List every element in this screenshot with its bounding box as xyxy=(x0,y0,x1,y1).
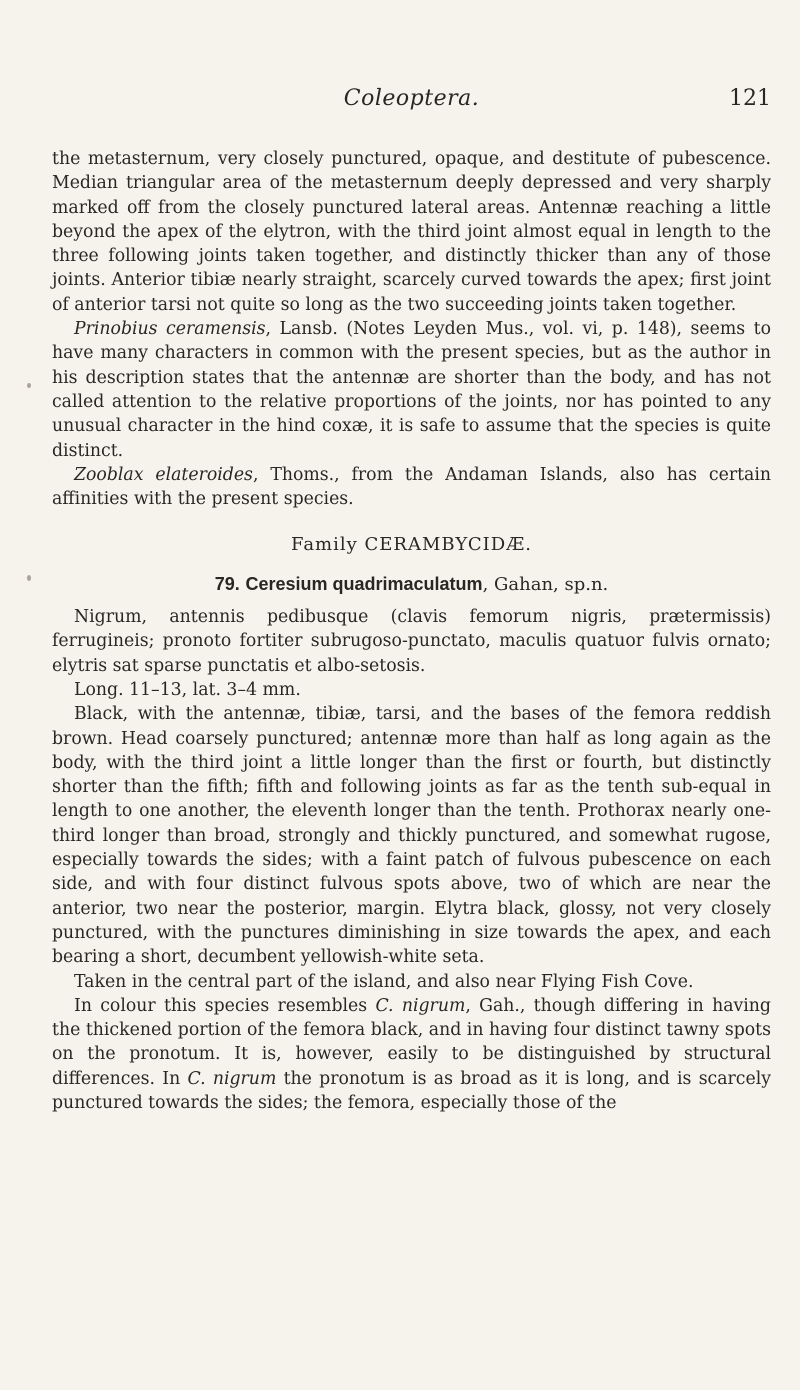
taxon-name: Zooblax elateroides xyxy=(74,464,253,485)
paragraph-description: Black, with the antennæ, tibiæ, tarsi, and the bases of the femora reddish brown. Head coarsely punctured; antennæ more than half as long again as the body, with the third joint a little longer than the first or fourth, but distinctly shorter than the fifth; fifth and following joints as far as the tenth sub-equal in length to one another, the eleventh longer than the tenth. Prothorax nearly one-third longer than broad, strongly and thickly punctured, and somewhat rugose, especially towards the sides; with a faint patch of fulvous pubescence on each side, and with four distinct fulvous spots above, two of which are near the anterior, two near the posterior, margin. Elytra black, glossy, not very closely punctured, with the punctures diminishing in size towards the apex, and each bearing a short, decumbent yellowish-white seta. xyxy=(52,704,771,968)
taxon-name: Prinobius ceramensis xyxy=(74,319,266,340)
paragraph-text: , Lansb. (Notes Leyden Mus., vol. vi, p. 148), seems to have many characters in common with the present species, but as the author in his description states that the antennæ are shorter than the body, and has not called attention to the relative proportions of the joints, nor has pointed to any unusual character in the hind coxæ, it is safe to assume that the species is quite distinct. xyxy=(52,319,771,461)
species-name: Ceresium quadrimaculatum xyxy=(245,573,483,594)
paragraph-text: , Thoms., from the Andaman Islands, also has certain affinities with the present species. xyxy=(52,464,771,510)
paragraph-metasternum: the metasternum, very closely punctured, opaque, and destitute of pubescence. Median triangular area of the metasternum deeply depressed and very sharply marked off from the closely punctured lateral areas. Antennæ reaching a little beyond the apex of the elytron, with the third joint almost equal in length to the three following joints taken together, and distinctly thicker than any of those joints. Anterior tibiæ nearly straight, scarcely curved towards the apex; first joint of anterior tarsi not quite so long as the two succeeding joints taken together. xyxy=(52,149,771,315)
taxon-name: C. nigrum xyxy=(375,995,466,1016)
paragraph-text: , Gah., though differing in having the thickened portion of the femora black, and in having four distinct tawny spots on the pronotum. It is, however, easily to be distinguished by structural differences. In xyxy=(52,995,771,1089)
running-head xyxy=(52,86,771,126)
paragraph-latin-diagnosis: Nigrum, antennis pedibusque (clavis femorum nigris, prætermissis) ferrugineis; pronoto fortiter subrugoso-punctato, maculis quatuor fulvis ornato; elytris sat sparse punctatis et albo-setosis. xyxy=(52,607,771,676)
paragraph-text: the pronotum is as broad as it is long, and is scarcely punctured towards the sides; the femora, especially those of the xyxy=(52,1068,771,1113)
scan-speck xyxy=(27,575,31,581)
paragraph-zooblax xyxy=(52,463,771,512)
paragraph-locality: Taken in the central part of the island, and also near Flying Fish Cove. xyxy=(74,971,694,992)
page-number: 121 xyxy=(729,86,771,111)
paragraph-text: In colour this species resembles xyxy=(74,995,376,1016)
species-heading xyxy=(52,572,771,597)
paragraph-measurements: Long. 11–13, lat. 3–4 mm. xyxy=(74,679,301,700)
taxon-name: C. nigrum xyxy=(187,1068,277,1089)
paragraph-prinobius xyxy=(52,317,771,463)
species-number: 79. xyxy=(214,573,240,594)
paragraph-comparison xyxy=(52,994,771,1115)
family-heading: Family CERAMBYCIDÆ. xyxy=(291,534,532,556)
species-authority: , Gahan, sp.n. xyxy=(482,573,609,595)
body-text xyxy=(52,147,771,1115)
scan-speck xyxy=(27,383,31,388)
running-title: Coleoptera. xyxy=(343,86,480,111)
